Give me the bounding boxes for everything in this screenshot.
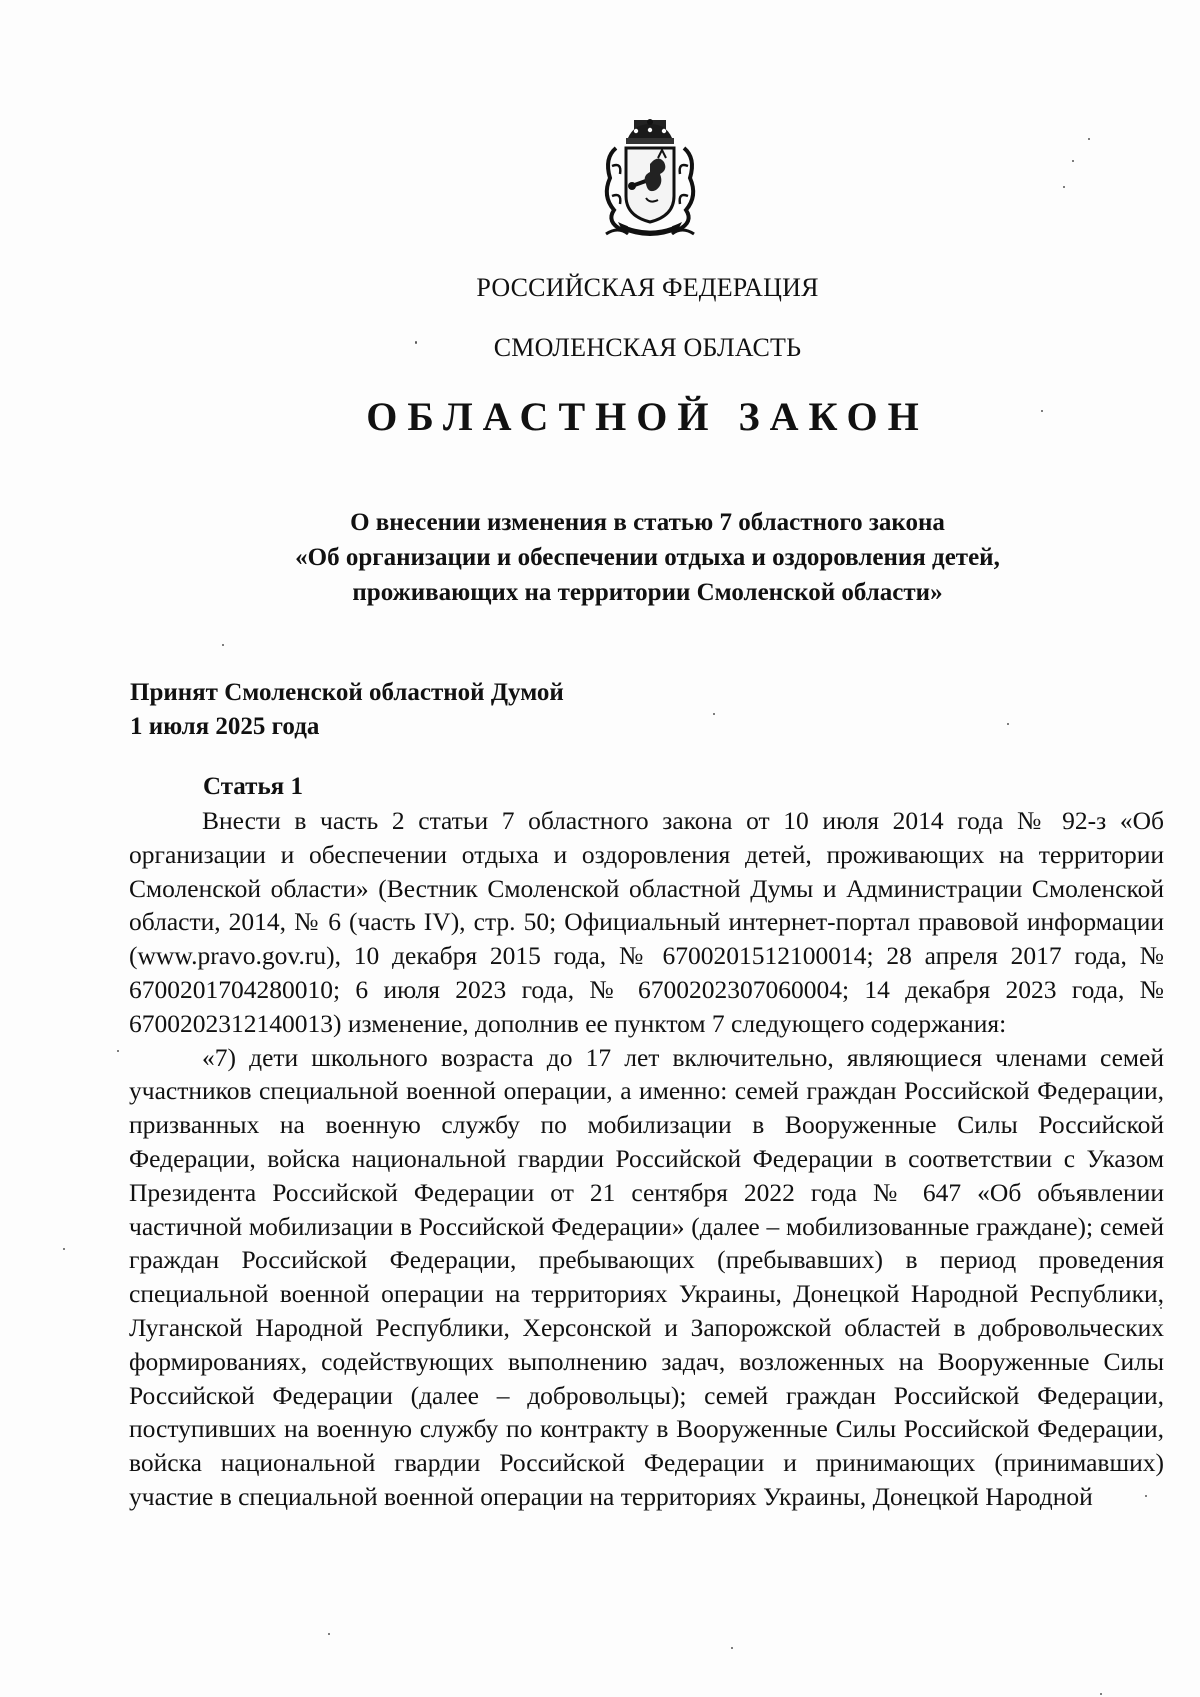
adoption-body: Принят Смоленской областной Думой <box>130 679 564 706</box>
document-type: ОБЛАСТНОЙ ЗАКОН <box>366 394 929 439</box>
article-paragraph-2: «7) дети школьного возраста до 17 лет включительно, являющиеся членами семей участников специальной военной операции, а именно: семей граждан Российской Федерации, призванных на военную службу по мобилизации в Вооруженные Силы Российской Федерации, войска национальной гвардии Российской Федерации в соответствии с Указом Президента Российской Федерации от 21 сентября 2022 года № 647 «Об объявлении частичной мобилизации в Российской Федерации» (далее – мобилизованные граждане); семей граждан Российской Федерации, пребывающих (пребывавших) в период проведения специальной военной операции на территориях Украины, Донецкой Народной Республики, Луганской Народной Республики, Херсонской и Запорожской областей в добровольческих формированиях, содействующих выполнению задач, возложенных на Вооруженные Силы Российской Федерации (далее – добровольцы); семей граждан Российской Федерации, поступивших на военную службу по контракту в Вооруженные Силы Российской Федерации, войска национальной гвардии Российской Федерации и принимающих (принимавших) участие в специальной военной операции на территориях Украины, Донецкой Народной <box>129 1042 1164 1511</box>
region-name: СМОЛЕНСКАЯ ОБЛАСТЬ <box>493 333 802 362</box>
article-paragraph-1: Внести в часть 2 статьи 7 областного закона от 10 июля 2014 года № 92-з «Об организации и обеспечении отдыха и оздоровления детей, проживающих на территории Смоленской области» (Вестник Смоленской областной Думы и Администрации Смоленской области, 2014, № 6 (часть IV), стр. 50; Официальный интернет-портал правовой информации (www.pravo.gov.ru), 10 декабря 2015 года, № 6700201512100014; 28 апреля 2017 года, № 6700201704280010; 6 июля 2023 года, № 6700202307060004; 14 декабря 2023 года, № 6700202312140013) изменение, дополнив ее пунктом 7 следующего содержания: <box>129 806 1164 1038</box>
country-name: РОССИЙСКАЯ ФЕДЕРАЦИЯ <box>476 273 819 302</box>
adoption-block <box>130 676 564 744</box>
article-heading: Статья 1 <box>203 773 303 800</box>
coat-of-arms-icon <box>598 118 702 240</box>
law-title-line-1: О внесении изменения в статью 7 областного закона <box>350 509 945 536</box>
law-title-line-3: проживающих на территории Смоленской области» <box>352 579 943 606</box>
law-title <box>160 505 1135 610</box>
adoption-date: 1 июля 2025 года <box>130 713 320 740</box>
law-title-line-2: «Об организации и обеспечении отдыха и оздоровления детей, <box>295 544 1000 571</box>
article-body <box>129 804 1164 1514</box>
